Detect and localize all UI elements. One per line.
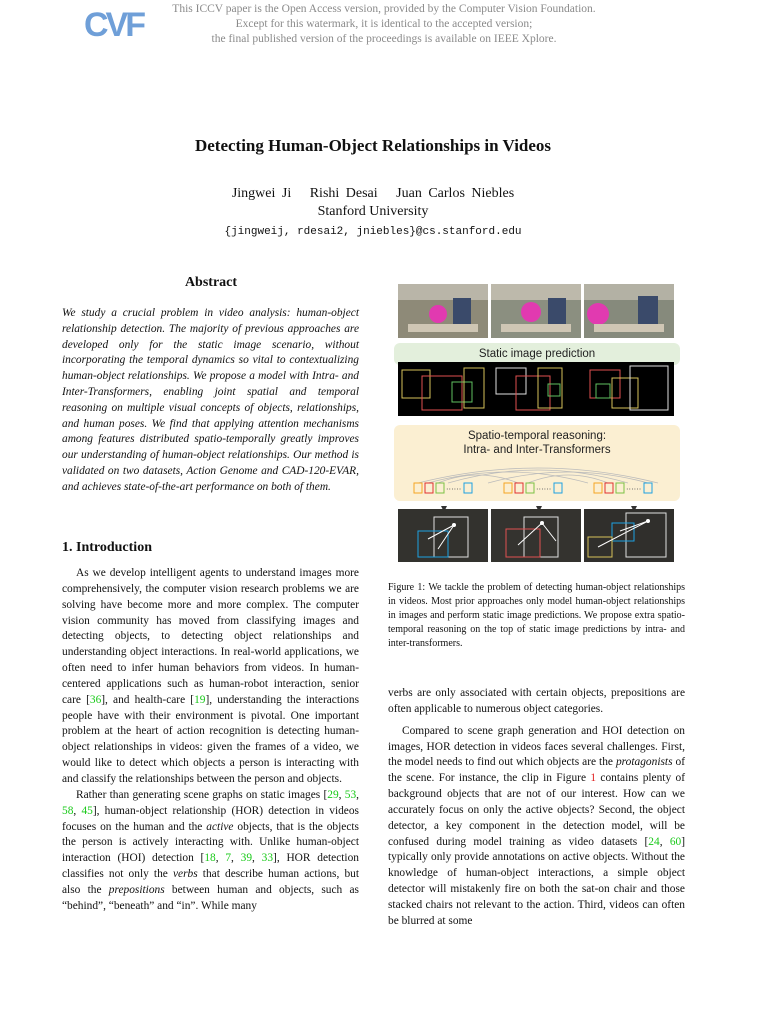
intro-paragraph-2: Rather than generating scene graphs on static images [29, 53, 58, 45], human-object relationship (HOR) detection in videos focuses on the human and the active objects, that is the objects the person is actively interacting with. Unlike human-object interaction (HOI) detection [18, 7, 39, 33], HOR detection classifies not only the verbs that describe human actions, but also the prepositions between human and objects, such as “behind”, “beneath” and “in”. While many [62, 788, 359, 912]
watermark [0, 2, 768, 47]
citation-link[interactable]: 53 [344, 788, 357, 801]
static-image-prediction-box: Static image prediction [394, 343, 680, 365]
emphasized-term: active [206, 820, 234, 833]
input-video-frames [398, 284, 674, 338]
citation-link[interactable]: 24 [648, 835, 660, 848]
citation-link[interactable]: 39 [240, 852, 253, 865]
watermark-line-2: Except for this watermark, it is identical to the accepted version; [235, 18, 533, 30]
section-heading-introduction: 1. Introduction [62, 540, 152, 555]
citation-link[interactable]: 45 [81, 804, 93, 817]
citation-link[interactable]: 60 [669, 835, 682, 848]
abstract-heading: Abstract [184, 275, 238, 290]
intro-paragraph-1: As we develop intelligent agents to understand images more comprehensively, the computer vision research problems we are solving have become more and more complex. The computer vision community has moved from classifying images and detecting objects, to detecting object relationships and understanding object interactions. In real-world applications, we often need to infer human behaviors from videos. In human-centered applications such as human-robot interaction, senior care [36], and health-care [19], understanding the interactions people have with their environment is pivotal. One important problem at the heart of action recognition is detecting human-object relationships in videos: given the frames of a video, we would like to detect which objects a person is interacting with and classify the relationships between the person and objects. [62, 567, 360, 785]
token-group-2 [504, 483, 562, 494]
emphasized-term: protagonists [615, 756, 673, 769]
spatio-temporal-reasoning-box [394, 425, 680, 501]
detection-boxes-image [398, 362, 674, 416]
detection-frames [398, 362, 674, 416]
attention-arcs-and-tokens [408, 457, 668, 497]
author-3: Juan Carlos Niebles [396, 186, 515, 201]
emphasized-term: verbs [172, 868, 198, 881]
citation-link[interactable]: 58 [62, 804, 74, 817]
citation-link[interactable]: 36 [89, 693, 102, 706]
author-list [0, 186, 746, 202]
output-relationship-frames [398, 509, 674, 562]
citation-link[interactable]: 19 [194, 693, 206, 706]
author-1: Jingwei Ji [231, 186, 292, 201]
citation-link[interactable]: 29 [327, 788, 339, 801]
connector-arrows [414, 501, 664, 509]
author-emails: {jingweij, rdesai2, jniebles}@cs.stanford.edu [224, 226, 522, 238]
svg-text:······: ······ [446, 485, 462, 494]
video-frames-image [398, 284, 674, 338]
cvf-logo: CVF [84, 6, 143, 44]
figure-1-label: Figure 1: [388, 582, 426, 593]
intro-paragraph-3: Compared to scene graph generation and HOI detection on images, HOR detection in videos faces several challenges. First, the model needs to find out which objects are the protagonists of the scene. For instance, the clip in Figure 1 contains plenty of background objects that are not of our interest. How can we accurately focus on only the active objects? Second, the object detector, a key component in the detection model, will be confused during model training as video datasets [24, 60] typically only provide annotations on active objects. Without the knowledge of human-object interactions, a simple object detector will mistakenly fire on both the sat-on chair and those stacked chairs not relevant to the action. Third, videos can often be blurred at some [388, 724, 685, 927]
token-group-3 [594, 483, 652, 494]
watermark-line-3: the final published version of the proceedings is available on IEEE Xplore. [211, 33, 557, 45]
citation-link[interactable]: 7 [225, 852, 232, 865]
intro-paragraph-2-continued: verbs are only associated with certain objects, prepositions are often applicable to numerous object categories. [388, 687, 685, 715]
right-column-body [388, 686, 685, 930]
figure-1-caption-text: We tackle the problem of detecting human-object relationships in videos. Most prior approaches only model human-object relationships in images and perform static image predictions. We propose extra spatio-temporal reasoning on the top of static image predictions by intra- and inter-transformers. [388, 582, 685, 649]
token-group-1 [414, 483, 472, 494]
output-graphs-image [398, 509, 674, 562]
reasoning-title: Spatio-temporal reasoning: [467, 430, 607, 442]
affiliation: Stanford University [317, 204, 429, 219]
left-column-body [62, 566, 359, 915]
watermark-line-1: This ICCV paper is the Open Access version, provided by the Computer Vision Foundation. [172, 3, 596, 15]
figure-1-caption [388, 581, 685, 651]
figure-reference-link[interactable]: 1 [590, 772, 597, 785]
figure-1 [394, 282, 680, 566]
citation-link[interactable]: 18 [204, 852, 216, 865]
svg-text:······: ······ [626, 485, 642, 494]
reasoning-subtitle: Intra- and Inter-Transformers [463, 444, 611, 456]
citation-link[interactable]: 33 [261, 852, 274, 865]
abstract-text: We study a crucial problem in video analysis: human-object relationship detection. The majority of previous approaches are developed only for the static image scenario, without incorporating the temporal dynamics so vital to contextualizing human-object relationships. We propose a model with Intra- and Inter-Transformers, enabling joint spatial and temporal reasoning on multiple visual concepts of objects, relationships, and human poses. We find that applying attention mechanisms among features distributed spatio-temporally greatly improves our understanding of human-object relationships. Our method is validated on two datasets, Action Genome and CAD-120-EVAR, and achieves state-of-the-art performance on both of them. [62, 307, 359, 493]
paper-title: Detecting Human-Object Relationships in Videos [194, 136, 552, 155]
author-2: Rishi Desai [309, 186, 378, 201]
emphasized-term: prepositions [108, 883, 165, 896]
svg-text:······: ······ [536, 485, 552, 494]
